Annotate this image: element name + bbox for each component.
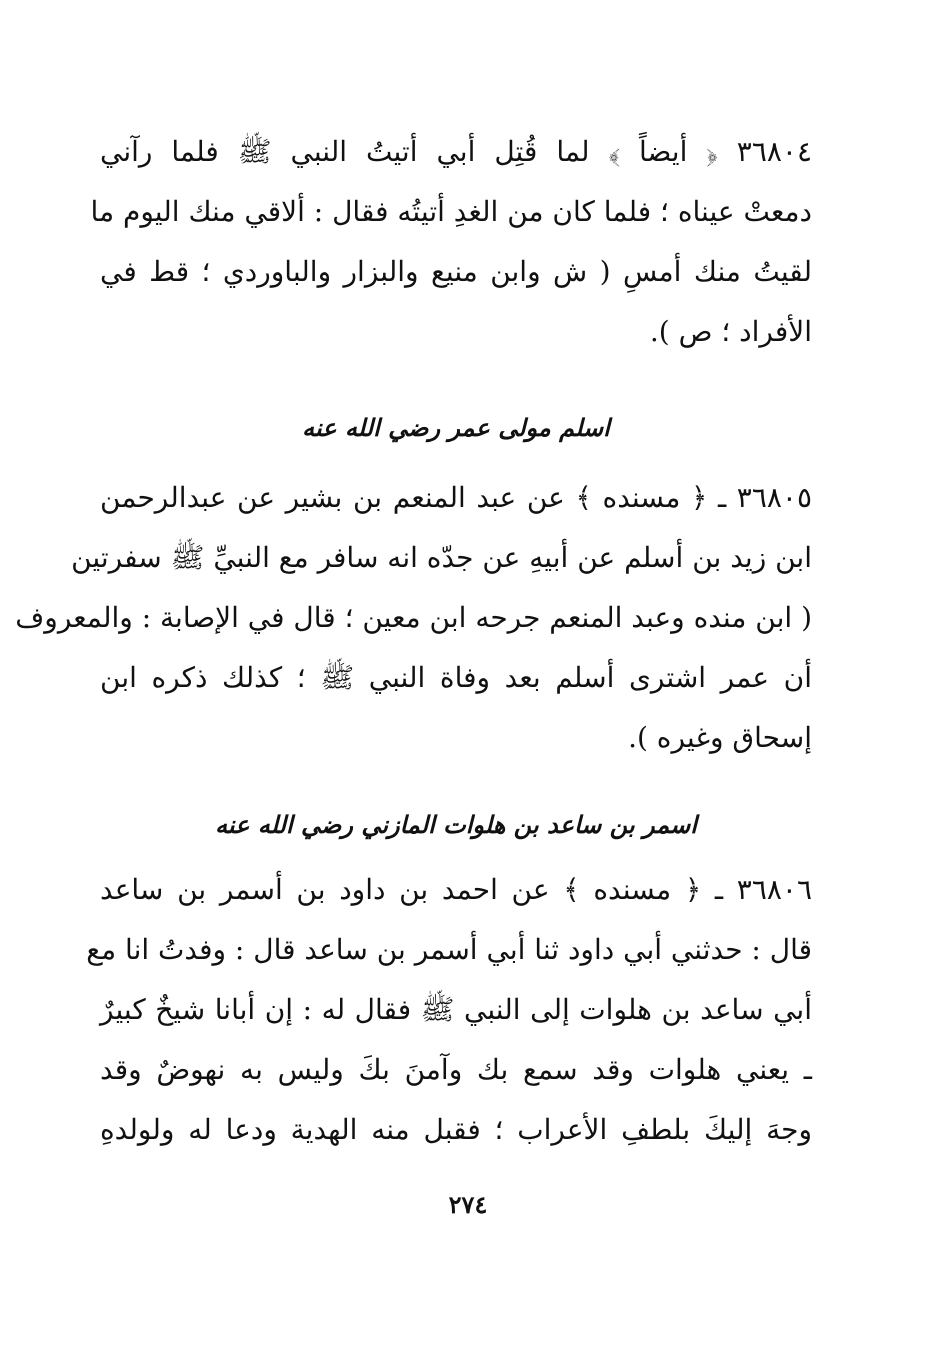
text-line: ـ يعني هلوات وقد سمع بك وآمنَ بكَ وليس به نهوضٌ وقد [100,1053,812,1086]
hadith-entry-36806 [86,860,813,1160]
hadith-entry-36805 [15,468,812,768]
text-line: ابن زيد بن أسلم عن أبيهِ عن جدّه انه سافر مع النبيِّ ﷺ سفرتين [71,541,812,574]
text-line: ٣٦٨٠٦ ـ ﴿ مسنده ﴾ عن احمد بن داود بن أسمر بن ساعد [100,873,812,906]
text-line: الأفراد ؛ ص ). [649,315,812,348]
text-line: ٣٦٨٠٥ ـ ﴿ مسنده ﴾ عن عبد المنعم بن بشير عن عبدالرحمن [100,481,812,514]
hadith-entry-36804 [90,122,812,362]
text-line: وجهَ إليكَ بلطفِ الأعراب ؛ فقبل منه الهدية ودعا له ولولدهِ [100,1113,812,1146]
text-line: قال : حدثني أبي داود ثنا أبي أسمر بن ساعد قال : وفدتُ انا مع [86,933,812,966]
section-heading-aslam: اسلم مولى عمر رضي الله عنه [302,413,610,442]
page-number: ٢٧٤ [448,1190,488,1219]
text-line: لقيتُ منك أمسِ ( ش وابن منيع والبزار والباوردي ؛ قط في [100,255,812,288]
text-line: ٣٦٨٠٤ ﴿ أيضاً ﴾ لما قُتِل أبي أتيتُ النبي ﷺ فلما رآني [100,135,812,168]
section-heading-asmar: اسمر بن ساعد بن هلوات المازني رضي الله عنه [215,810,697,839]
text-line: ( ابن منده وعبد المنعم جرحه ابن معين ؛ قال في الإصابة : والمعروف [15,601,812,634]
text-line: أبي ساعد بن هلوات إلى النبي ﷺ فقال له : إن أبانا شيخٌ كبيرٌ [100,993,813,1026]
text-line: دمعتْ عيناه ؛ فلما كان من الغدِ أتيتُه فقال : ألاقي منك اليوم ما [90,195,812,228]
text-line: إسحاق وغيره ). [628,721,812,754]
text-line: أن عمر اشترى أسلم بعد وفاة النبي ﷺ ؛ كذلك ذكره ابن [100,661,812,694]
